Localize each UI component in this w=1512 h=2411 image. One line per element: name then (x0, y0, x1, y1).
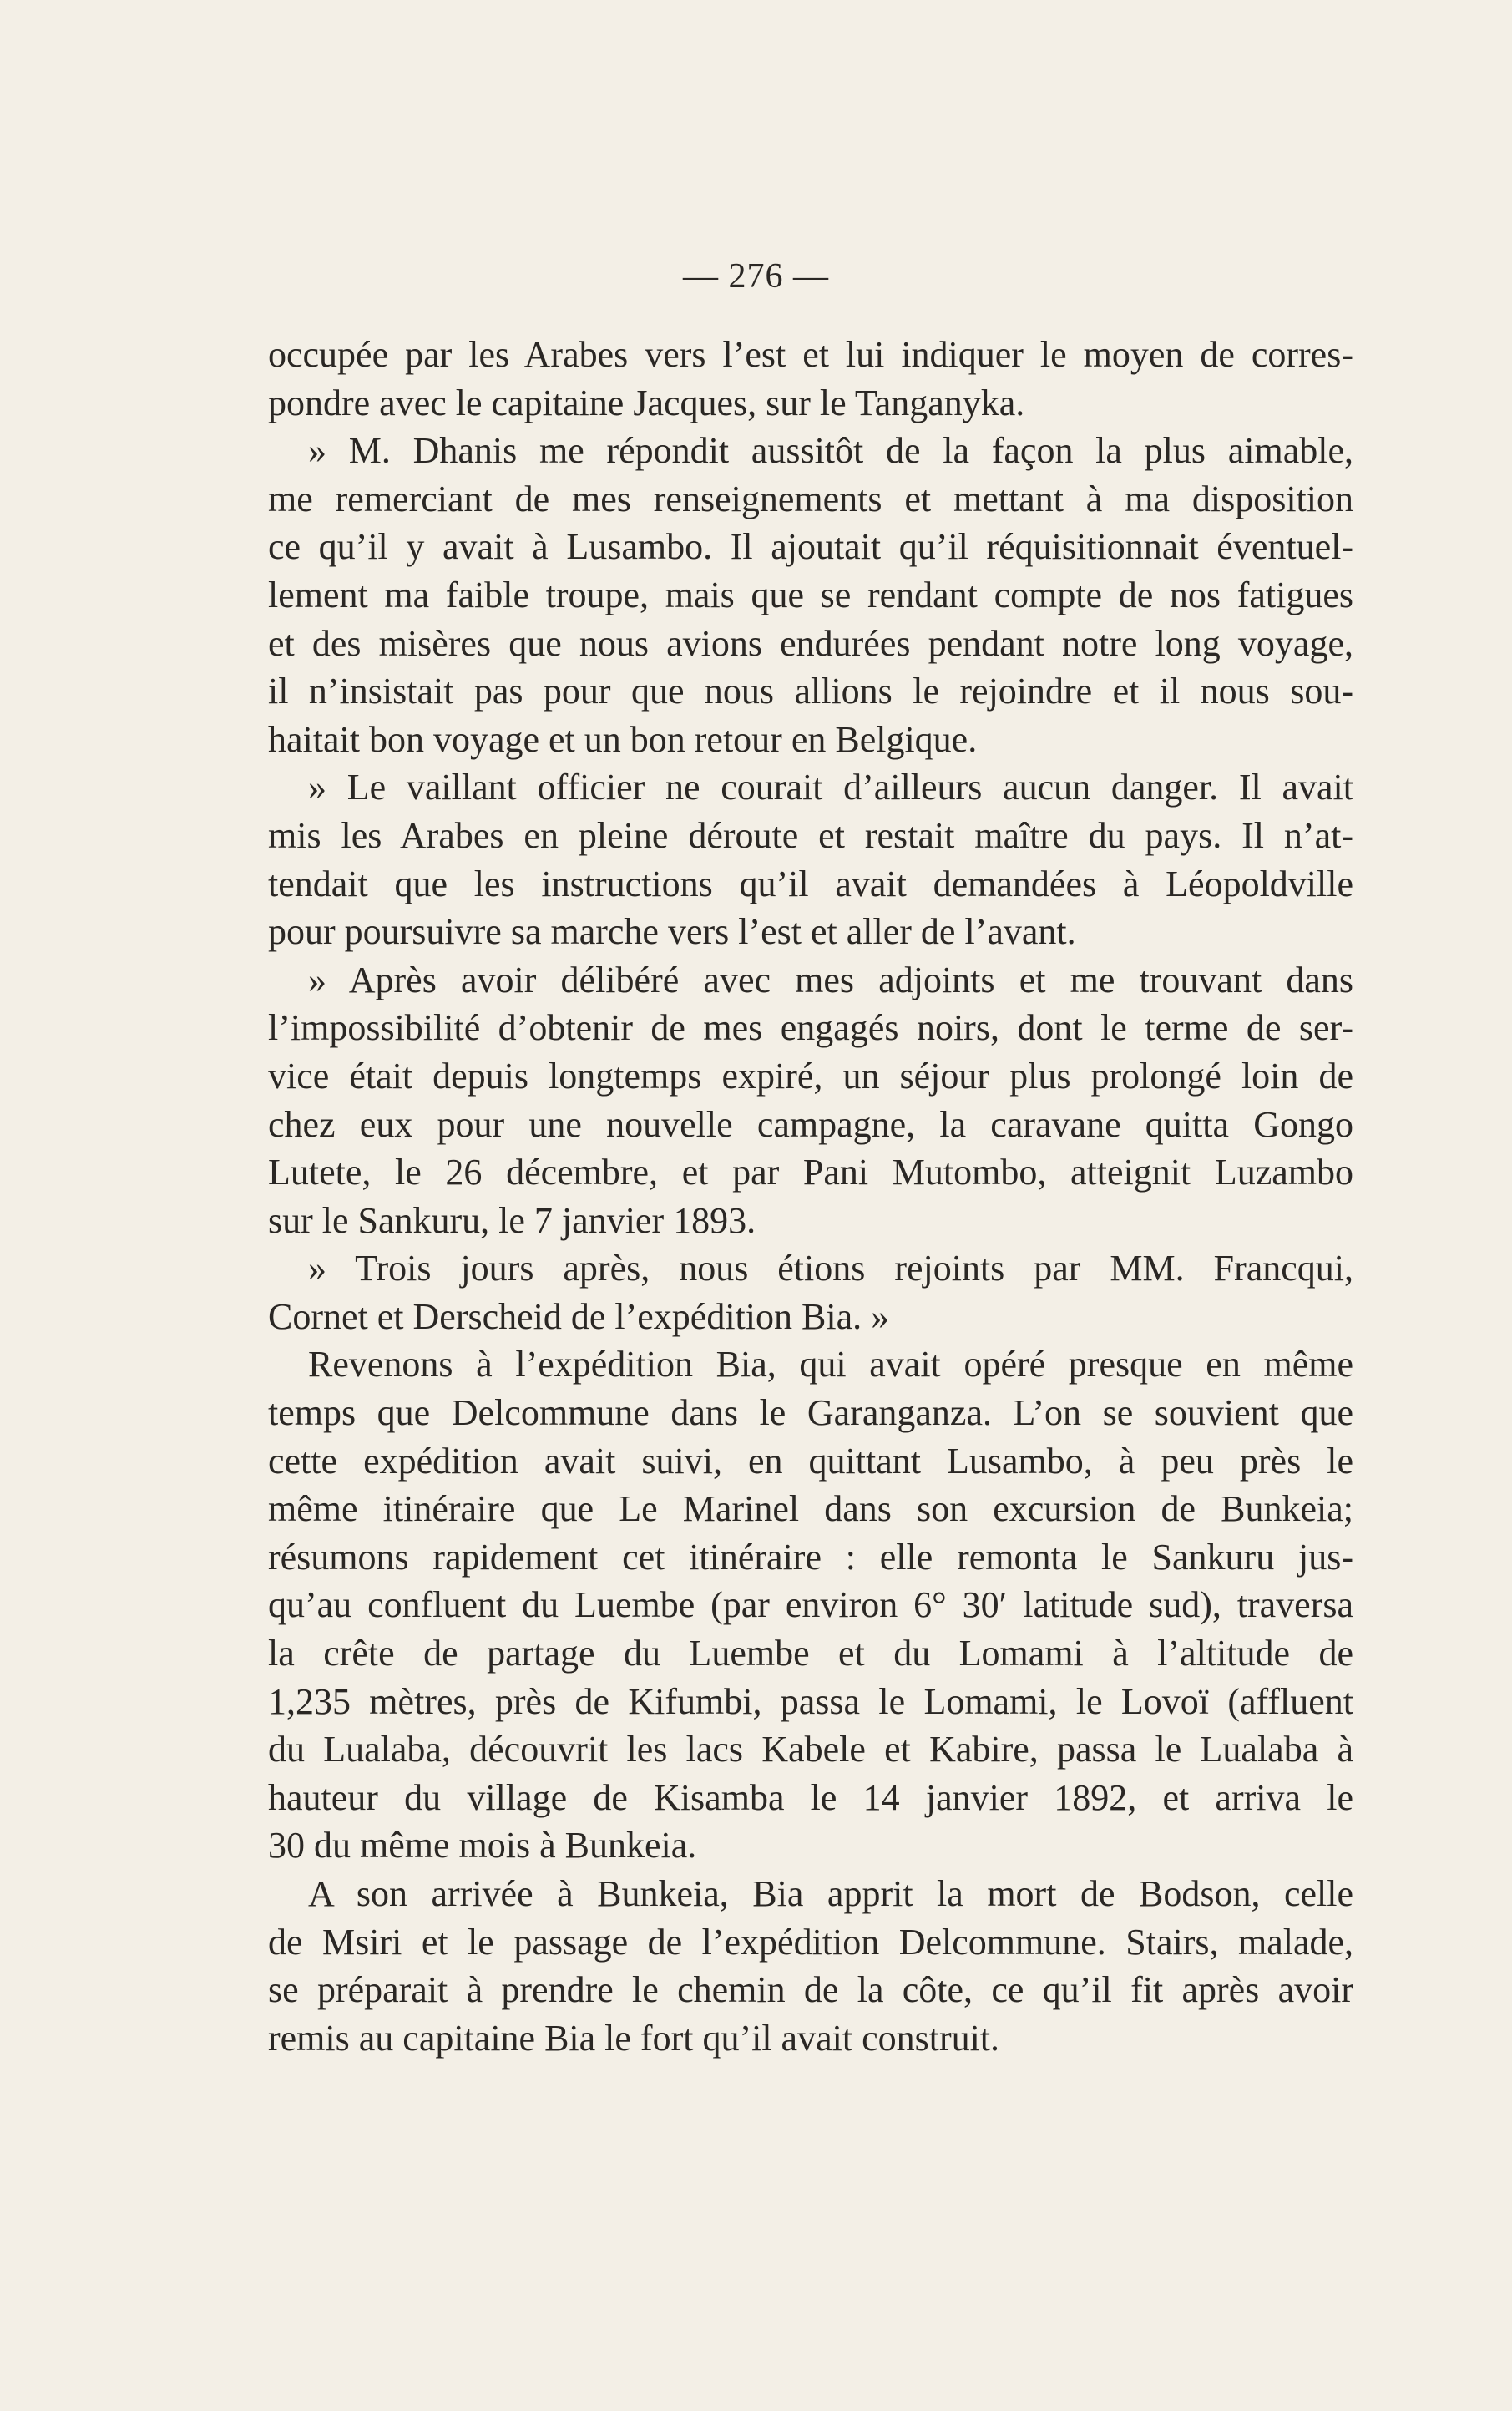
text-line: l’impossibilité d’obtenir de mes engagés noirs, dont le terme de ser- (268, 1007, 1353, 1049)
text-line: lement ma faible troupe, mais que se rendant compte de nos fatigues (268, 574, 1353, 615)
text-line: de Msiri et le passage de l’expédition Delcommune. Stairs, malade, (268, 1921, 1353, 1963)
text-line: il n’insistait pas pour que nous allions le rejoindre et il nous sou- (268, 671, 1353, 712)
text-line: temps que Delcommune dans le Garanganza. L’on se souvient que (268, 1392, 1353, 1434)
text-line: » Après avoir délibéré avec mes adjoints et me trouvant dans (308, 959, 1353, 1000)
page-number: — 276 — (683, 257, 829, 296)
text-line: résumons rapidement cet itinéraire : elle remonta le Sankuru jus- (268, 1536, 1353, 1578)
text-line: du Lualaba, découvrit les lacs Kabele et Kabire, passa le Lualaba à (268, 1729, 1353, 1770)
text-line: vice était depuis longtemps expiré, un séjour plus prolongé loin de (268, 1055, 1353, 1097)
text-line: A son arrivée à Bunkeia, Bia apprit la mort de Bodson, celle (308, 1873, 1353, 1914)
text-line: ce qu’il y avait à Lusambo. Il ajoutait qu’il réquisitionnait éventuel- (268, 526, 1353, 568)
text-line: 1,235 mètres, près de Kifumbi, passa le Lomami, le Lovoï (affluent (268, 1680, 1353, 1722)
text-line: pour poursuivre sa marche vers l’est et aller de l’avant. (268, 911, 1076, 953)
text-line: mis les Arabes en pleine déroute et restait maître du pays. Il n’at- (268, 814, 1353, 856)
text-line: chez eux pour une nouvelle campagne, la caravane quitta Gongo (268, 1103, 1353, 1145)
text-line: occupée par les Arabes vers l’est et lui indiquer le moyen de corres- (268, 334, 1353, 375)
text-line: et des misères que nous avions endurées pendant notre long voyage, (268, 622, 1353, 664)
text-line: tendait que les instructions qu’il avait demandées à Léopoldville (268, 863, 1353, 904)
text-line: » Le vaillant officier ne courait d’ailleurs aucun danger. Il avait (308, 767, 1353, 808)
text-line: se préparait à prendre le chemin de la côte, ce qu’il fit après avoir (268, 1969, 1353, 2011)
text-line: remis au capitaine Bia le fort qu’il avait construit. (268, 2017, 1000, 2059)
text-line: hauteur du village de Kisamba le 14 janvier 1892, et arriva le (268, 1776, 1353, 1818)
text-line: cette expédition avait suivi, en quittant Lusambo, à peu près le (268, 1440, 1353, 1482)
text-line: la crête de partage du Luembe et du Lomami à l’altitude de (268, 1633, 1353, 1674)
text-line: sur le Sankuru, le 7 janvier 1893. (268, 1199, 756, 1241)
text-line: me remerciant de mes renseignements et mettant à ma disposition (268, 478, 1353, 519)
text-line: » M. Dhanis me répondit aussitôt de la façon la plus aimable, (308, 430, 1353, 472)
body-text (268, 331, 1353, 2062)
text-line: 30 du même mois à Bunkeia. (268, 1825, 697, 1866)
text-line: pondre avec le capitaine Jacques, sur le Tanganyka. (268, 382, 1025, 423)
text-line: Lutete, le 26 décembre, et par Pani Mutombo, atteignit Luzambo (268, 1152, 1353, 1193)
text-line: qu’au confluent du Luembe (par environ 6° 30′ latitude sud), traversa (268, 1584, 1353, 1626)
text-line: » Trois jours après, nous étions rejoints par MM. Francqui, (308, 1248, 1353, 1289)
text-line: même itinéraire que Le Marinel dans son excursion de Bunkeia; (268, 1488, 1353, 1530)
text-line: Cornet et Derscheid de l’expédition Bia. » (268, 1295, 890, 1337)
text-line: haitait bon voyage et un bon retour en Belgique. (268, 718, 978, 760)
text-line: Revenons à l’expédition Bia, qui avait opéré presque en même (308, 1344, 1353, 1385)
